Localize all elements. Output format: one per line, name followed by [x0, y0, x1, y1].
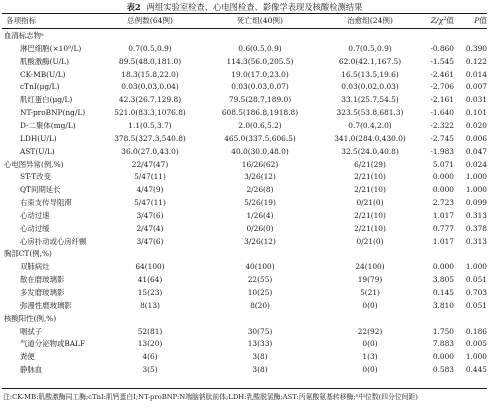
- cell-p-value: 0.378: [465, 223, 487, 233]
- cell-indicator: 右束支传导阻滞: [20, 198, 72, 208]
- cell-stat: 0.000: [432, 352, 454, 362]
- table-row: [0, 223, 489, 235]
- cell-indicator: D-二聚体(mg/L): [20, 120, 76, 130]
- cell-cured: 5(21): [360, 288, 380, 297]
- cell-p-value: 0.186: [465, 326, 487, 336]
- cell-p-value: 1.000: [465, 262, 487, 272]
- cell-indicator: 散在磨玻璃影: [20, 275, 65, 285]
- cell-indicator: 静脉血: [20, 365, 43, 375]
- cell-death: 465.0(337.5,606.5): [224, 133, 296, 143]
- table-row: [0, 81, 489, 93]
- cell-death: 22(55): [247, 275, 273, 285]
- cell-cured: 24(100): [355, 262, 385, 272]
- cell-cured: 2/21(10): [354, 185, 386, 195]
- cell-indicator: NT-proBNP(ng/L): [20, 108, 86, 118]
- cell-p-value: 0.051: [465, 275, 487, 285]
- table-row: [0, 261, 489, 273]
- header-stat: $Z/\chi^2$值: [430, 16, 454, 25]
- cell-p-value: 0.122: [465, 56, 487, 66]
- cell-stat: -1.640: [430, 108, 454, 118]
- cell-stat: 1.017: [432, 210, 454, 220]
- cell-stat: -2.161: [430, 95, 454, 105]
- cell-p-value: 0.390: [465, 43, 487, 53]
- cell-indicator: 气道分泌物或BALF: [20, 339, 86, 349]
- header-total: 总例数(64例): [127, 16, 173, 25]
- cell-p-value: 0.101: [465, 108, 487, 118]
- table-row: [0, 338, 489, 350]
- cell-stat: 0.145: [432, 288, 454, 297]
- header-death: 死亡组(40例): [237, 16, 283, 25]
- table-row: [0, 326, 489, 338]
- cell-total: 5/47(11): [134, 198, 166, 208]
- cell-death: 0.03(0.03,0.07): [231, 82, 289, 92]
- table-row: [0, 146, 489, 158]
- cell-p-value: 0.051: [465, 300, 487, 310]
- cell-p-value: 0.313: [465, 210, 487, 220]
- cell-total: 4/47(9): [136, 185, 164, 195]
- cell-stat: 3.805: [432, 275, 454, 285]
- cell-death: 0/26(0): [246, 223, 274, 233]
- cell-stat: -1.983: [430, 146, 454, 156]
- cell-cured: 2/21(10): [354, 210, 386, 220]
- cell-total: 42.3(26.7,129.8): [118, 95, 182, 105]
- cell-stat: -2.461: [430, 69, 454, 79]
- cell-total: 2/47(4): [136, 223, 164, 233]
- table-row: [0, 94, 489, 106]
- table-row: [0, 364, 489, 376]
- cell-death: 8(20): [250, 300, 270, 310]
- cell-total: 36.0(27.0,43.0): [121, 146, 179, 156]
- cell-stat: 0.000: [432, 172, 454, 182]
- cell-total: 15(23): [137, 288, 163, 297]
- cell-total: 13(20): [137, 339, 163, 349]
- cell-death: 608.5(186.8,1918.8): [221, 108, 299, 118]
- cell-cured: 0.7(0.4,2.0): [348, 120, 392, 130]
- cell-stat: -0.860: [430, 43, 454, 53]
- table-row: [0, 351, 489, 363]
- table-title: [0, 2, 489, 12]
- table-row: [0, 133, 489, 145]
- table-row: [0, 210, 489, 222]
- cell-cured: 16.5(13.5,19.6): [341, 69, 399, 79]
- cell-cured: 33.1(25.7,54.5): [341, 95, 399, 105]
- table-row: [0, 56, 489, 68]
- cell-p-value: 0.099: [465, 198, 487, 208]
- cell-total: 64(100): [135, 262, 165, 272]
- cell-cured: 32.5(24.0,40.8): [341, 146, 399, 156]
- cell-indicator: 粪便: [20, 352, 35, 362]
- cell-death: 40.0(30.0,48.0): [231, 146, 289, 156]
- cell-death: 3(8): [252, 352, 268, 362]
- cell-stat: 0.000: [432, 185, 454, 195]
- section-row: [0, 30, 489, 42]
- cell-total: 18.3(15.8,22.0): [121, 69, 179, 79]
- cell-p-value: 0.020: [465, 120, 487, 130]
- cell-death: 3(8): [252, 365, 268, 375]
- table-row: [0, 43, 489, 55]
- cell-p-value: 0.313: [465, 236, 487, 246]
- table-row: [0, 287, 489, 299]
- cell-cured: 0/21(0): [356, 236, 384, 246]
- cell-death: 5/26(19): [244, 198, 276, 208]
- cell-indicator: LDH(U/L): [20, 133, 57, 143]
- bottom-rule: [2, 388, 487, 389]
- cell-death: 0.6(0.5,0.9): [238, 43, 282, 53]
- cell-stat: 3.810: [432, 300, 454, 310]
- cell-cured: 2/21(10): [354, 172, 386, 182]
- cell-cured: 0(0): [362, 300, 378, 310]
- table-row: [0, 184, 489, 196]
- cell-total: 3(5): [142, 365, 158, 375]
- cell-death: 13(33): [247, 339, 273, 349]
- cell-indicator: cTnI(μg/L): [20, 82, 60, 92]
- cell-indicator: 核酸阳性(例,%): [4, 313, 57, 323]
- cell-indicator: 心动过缓: [20, 223, 50, 233]
- cell-death: 19.0(17.0,23.0): [231, 69, 289, 79]
- cell-indicator: 咽拭子: [20, 326, 43, 336]
- cell-p-value: 0.005: [465, 339, 487, 349]
- section-row: [0, 248, 489, 260]
- cell-total: 3/47(6): [136, 236, 164, 246]
- cell-cured: 0.7(0.5,0.9): [348, 43, 392, 53]
- cell-indicator: 胸部CT(例,%): [4, 249, 52, 259]
- cell-stat: 5.071: [432, 159, 454, 169]
- cell-total: 8(13): [140, 300, 160, 310]
- cell-stat: -2.322: [430, 120, 454, 130]
- cell-p-value: 1.000: [465, 352, 487, 362]
- cell-cured: 22(92): [357, 326, 383, 336]
- cell-p-value: 0.703: [465, 288, 487, 297]
- table-row: [0, 274, 489, 286]
- table-row: [0, 236, 489, 248]
- cell-total: 521.0(83.3,1076.8): [114, 108, 186, 118]
- cell-total: 52(81): [137, 326, 163, 336]
- table-number: 表2: [126, 2, 141, 12]
- header-rule: [2, 28, 487, 29]
- header-cured: 治愈组(24例): [347, 16, 393, 25]
- cell-cured: 1(3): [362, 352, 378, 362]
- cell-stat: -2.706: [430, 82, 454, 92]
- cell-indicator: ST-T改变: [20, 172, 51, 182]
- cell-death: 1/26(4): [246, 210, 274, 220]
- top-rule: [2, 13, 487, 14]
- cell-cured: 0(0): [362, 365, 378, 375]
- cell-indicator: 弥漫性磨玻璃影: [20, 300, 72, 310]
- cell-death: 3/26(12): [244, 236, 276, 246]
- header-indicator: 各项指标: [6, 16, 37, 25]
- cell-total: 3/47(6): [136, 210, 164, 220]
- cell-p-value: 0.007: [465, 82, 487, 92]
- cell-cured: 323.5(53.8,681.3): [336, 108, 404, 118]
- cell-stat: 2.723: [432, 198, 454, 208]
- cell-cured: 62.0(42.1,167.5): [338, 56, 402, 66]
- cell-indicator: 血清标志物ᵃ: [4, 31, 44, 40]
- cell-p-value: 0.047: [465, 146, 487, 156]
- cell-indicator: 多发磨玻璃影: [20, 288, 65, 297]
- cell-cured: 6/21(29): [354, 159, 386, 169]
- cell-death: 2/26(8): [246, 185, 274, 195]
- cell-stat: 0.583: [432, 365, 454, 375]
- cell-stat: -2.745: [430, 133, 454, 143]
- cell-p-value: 0.024: [465, 159, 487, 169]
- cell-stat: 0.777: [432, 223, 454, 233]
- cell-cured: 0/21(0): [356, 198, 384, 208]
- table-caption: 两组实验室检查、心电图检查、影像学表现及核酸检测结果: [146, 2, 363, 12]
- table-row: [0, 171, 489, 183]
- cell-indicator: QT间期延长: [20, 185, 61, 195]
- cell-indicator: 肌红蛋白(μg/L): [20, 95, 73, 105]
- table-row: [0, 69, 489, 81]
- cell-cured: 0.03(0.02,0.03): [341, 82, 399, 92]
- cell-stat: 1.017: [432, 236, 454, 246]
- cell-indicator: 肌酸激酶(U/L): [20, 56, 69, 66]
- cell-indicator: CK-MB(U/L): [20, 69, 66, 79]
- cell-p-value: 0.031: [465, 95, 487, 105]
- cell-p-value: 0.014: [465, 69, 487, 79]
- cell-death: 3/26(12): [244, 172, 276, 182]
- cell-p-value: 1.000: [465, 172, 487, 182]
- cell-cured: 19(79): [357, 275, 383, 285]
- cell-cured: 341.0(284.0,430.0): [334, 133, 406, 143]
- cell-cured: 0(0): [362, 339, 378, 349]
- cell-death: 10(25): [247, 288, 273, 297]
- cell-death: 2.0(0.6,5.2): [238, 120, 282, 130]
- table-row: [0, 197, 489, 209]
- cell-total: 4(6): [142, 352, 158, 362]
- cell-stat: -1.545: [430, 56, 454, 66]
- table-row: [0, 300, 489, 312]
- cell-indicator: 心电图异常(例,%): [4, 159, 64, 169]
- cell-stat: 1.750: [432, 326, 454, 336]
- cell-death: 16/26(62): [241, 159, 279, 169]
- cell-indicator: 心动过速: [20, 210, 50, 220]
- header-p: P值: [474, 16, 487, 25]
- cell-indicator: 心房扑动或心房纤颤: [20, 236, 87, 246]
- cell-total: 378.5(327.3,540.8): [114, 133, 186, 143]
- section-row: [0, 159, 489, 171]
- cell-total: 1.1(0.5,3.7): [128, 120, 172, 130]
- table-row: [0, 107, 489, 119]
- cell-total: 0.03(0.03,0.04): [121, 82, 179, 92]
- cell-p-value: 1.000: [465, 185, 487, 195]
- cell-p-value: 0.006: [465, 133, 487, 143]
- cell-total: 0.7(0.5,0.9): [128, 43, 172, 53]
- cell-stat: 7.883: [432, 339, 454, 349]
- cell-indicator: AST(U/L): [20, 146, 55, 156]
- cell-total: 41(64): [137, 275, 163, 285]
- cell-death: 79.5(28.7,189.0): [228, 95, 292, 105]
- cell-death: 114.3(56.0,205.5): [226, 56, 294, 66]
- cell-total: 5/47(11): [134, 172, 166, 182]
- cell-total: 89.5(48.0,181.0): [118, 56, 182, 66]
- cell-death: 30(75): [247, 326, 273, 336]
- cell-stat: 0.000: [432, 262, 454, 272]
- table-footnote: 注:CK-MB:肌酸激酶同工酶;cTnI:肌钙蛋白I;NT-proBNP:N端脑钠肽前体;LDH:乳酸脱氢酶;AST:丙氨酸氨基转移酶;ᵃ中位数(四分位间距): [3, 393, 418, 401]
- section-row: [0, 313, 489, 325]
- table-row: [0, 120, 489, 132]
- cell-cured: 2/21(10): [354, 223, 386, 233]
- cell-death: 40(100): [245, 262, 275, 272]
- cell-indicator: 双肺病灶: [20, 262, 50, 272]
- cell-indicator: 淋巴细胞(×10⁹/L): [20, 43, 82, 53]
- cell-p-value: 0.445: [465, 365, 487, 375]
- cell-total: 22/47(47): [131, 159, 169, 169]
